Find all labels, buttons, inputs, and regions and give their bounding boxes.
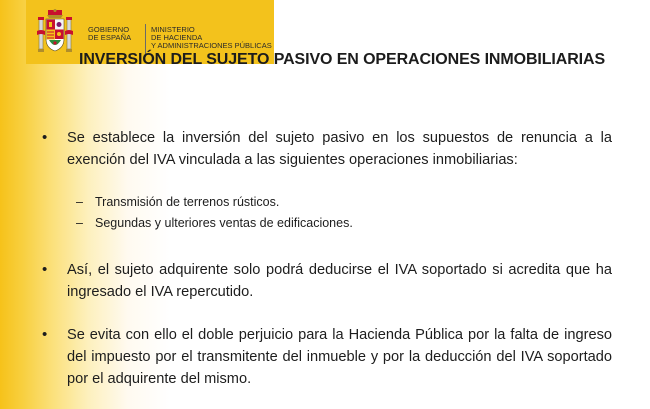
ministry-label bbox=[151, 26, 272, 50]
bullet-marker: • bbox=[42, 129, 48, 146]
bullet-text: Se establece la inversión del sujeto pasivo en los supuestos de renuncia a la exención del IVA vinculada a las siguientes operaciones inmobiliarias: bbox=[67, 130, 612, 168]
bullet-text: Se evita con ello el doble perjuicio para la Hacienda Pública por la falta de ingreso del impuesto por el transmitente del inmueble y por la deducción del IVA soportado por el adquirente del mismo. bbox=[67, 327, 612, 387]
slide-title: INVERSIÓN DEL SUJETO PASIVO EN OPERACIONES INMOBILIARIAS bbox=[79, 51, 606, 68]
bullet-marker: • bbox=[42, 326, 48, 343]
ministry-line-3: Y ADMINISTRACIONES PÚBLICAS bbox=[151, 41, 272, 50]
gov-line-2: DE ESPAÑA bbox=[88, 33, 132, 42]
ministry-line-1: MINISTERIO bbox=[151, 25, 195, 34]
bullet-text: Así, el sujeto adquirente solo podrá deducirse el IVA soportado si acredita que ha ingresado el IVA repercutido. bbox=[67, 262, 612, 300]
subitem-text: Segundas y ulteriores ventas de edificaciones. bbox=[95, 216, 353, 230]
ministry-line-2: DE HACIENDA bbox=[151, 33, 203, 42]
subitem-marker: – bbox=[76, 195, 83, 209]
government-label bbox=[88, 26, 131, 42]
bullet-marker: • bbox=[42, 261, 48, 278]
subitem-marker: – bbox=[76, 216, 83, 230]
gov-line-1: GOBIERNO bbox=[88, 25, 130, 34]
spain-coat-of-arms-icon bbox=[37, 9, 73, 57]
subitem-text: Transmisión de terrenos rústicos. bbox=[95, 195, 280, 209]
